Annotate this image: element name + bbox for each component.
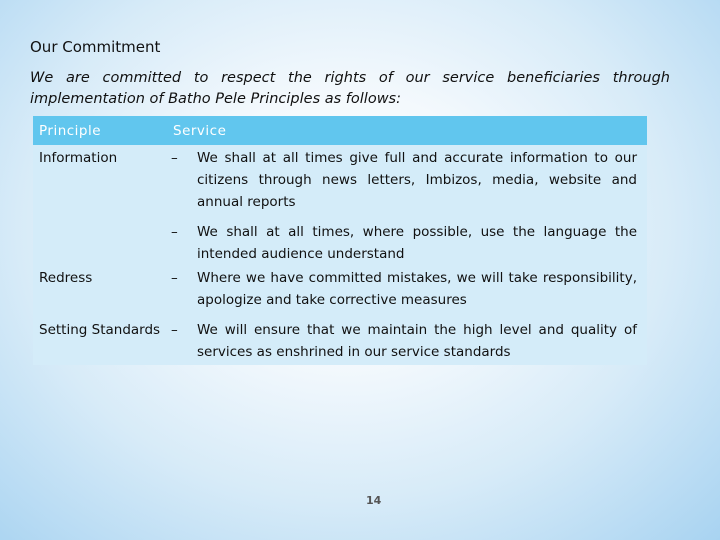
- service-text: We shall at all times, where possible, use the language the intended audience understand: [191, 213, 647, 265]
- header-principle: Principle: [33, 116, 167, 145]
- principle-information: Information: [33, 145, 167, 265]
- bullet-dash: –: [167, 311, 191, 365]
- bullet-dash: –: [167, 145, 191, 213]
- service-text: We will ensure that we maintain the high level and quality of services as enshrined in our service standards: [191, 311, 647, 365]
- service-text: We shall at all times give full and accurate information to our citizens through news letters, Imbizos, media, website and annual reports: [191, 145, 647, 213]
- intro-paragraph: We are committed to respect the rights of our service beneficiaries through implementation of Batho Pele Principles as follows:: [30, 70, 670, 107]
- bullet-dash: –: [167, 265, 191, 311]
- header-service: Service: [167, 116, 647, 145]
- page-number: 14: [366, 494, 382, 507]
- bullet-dash: –: [167, 213, 191, 265]
- table-header-row: [33, 116, 647, 145]
- service-text: Where we have committed mistakes, we will take responsibility, apologize and take corrective measures: [191, 265, 647, 311]
- table-row: [33, 265, 647, 311]
- principles-table: [33, 116, 647, 365]
- table-row: [33, 145, 647, 213]
- table-row: [33, 311, 647, 365]
- principle-setting-standards: Setting Standards: [33, 311, 167, 365]
- page-title: Our Commitment: [30, 38, 161, 56]
- principle-redress: Redress: [33, 265, 167, 311]
